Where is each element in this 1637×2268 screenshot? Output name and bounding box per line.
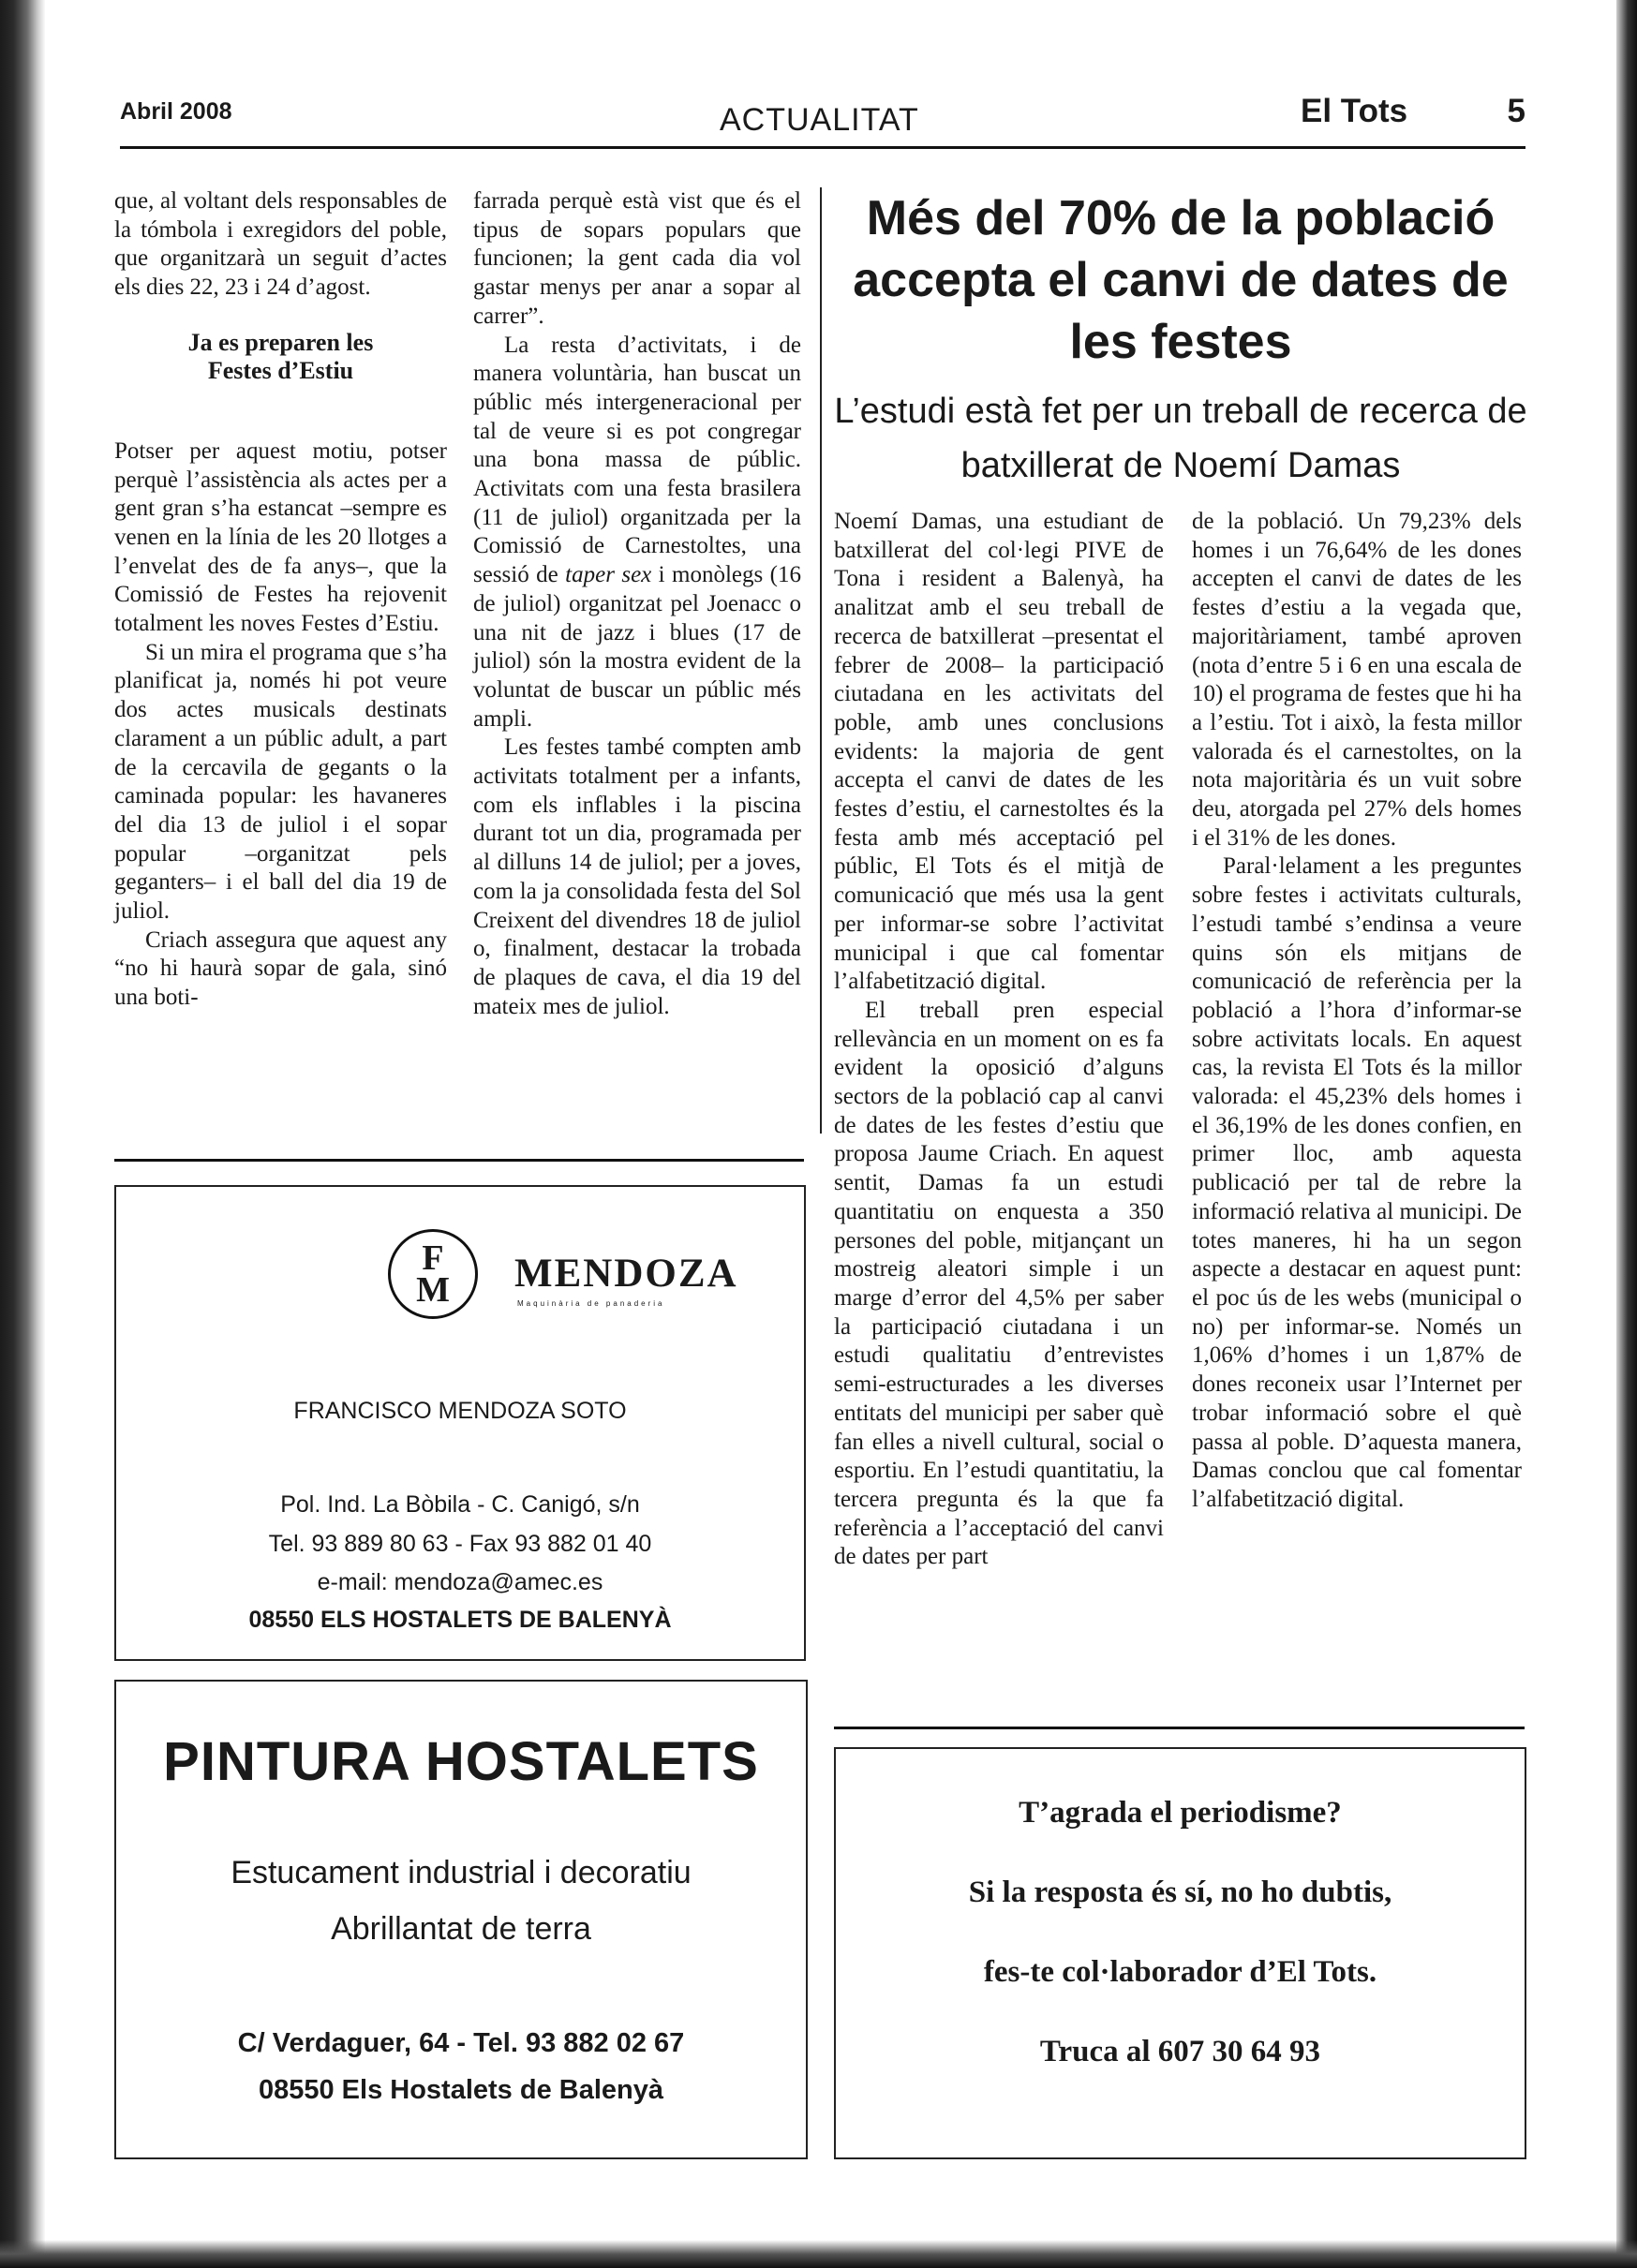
right-article-column-1 — [834, 508, 1164, 1572]
phone-numbers: Tel. 93 889 80 63 - Fax 93 882 01 40 — [268, 1531, 652, 1557]
text-run: La resta d’activitats, i de manera voluntària, han buscat un públic més intergeneracional per tal de veure si es pot congregar una bona massa de públic. Activitats com una festa brasilera (11 de juliol) organitzada per la Comissió de Carnestoltes, una sessió de — [473, 332, 801, 588]
ad-line: fes-te col·laborador d’El Tots. — [983, 1955, 1377, 1989]
paragraph: Si un mira el programa que s’ha planificat ja, només hi pot veure dos actes musicals destinats clarament a un públic adult, a part de la cercavila de gegants o la caminada popular: les havaneres del dia 13 de juliol i el sopar popular –organitzat pels geganters– i el ball del dia 19 de juliol. — [114, 639, 447, 925]
paragraph: farrada perquè està vist que és el tipus de sopars populars que funcionen; la gent cada dia vol gastar menys per anar a sopar al carrer”. — [473, 188, 801, 329]
page-header — [120, 89, 1525, 149]
issue-date: Abril 2008 — [120, 98, 232, 125]
ad-line: Si la resposta és sí, no ho dubtis, — [968, 1875, 1392, 1909]
email: e-mail: mendoza@amec.es — [317, 1569, 603, 1595]
city: 08550 ELS HOSTALETS DE BALENYÀ — [248, 1607, 672, 1633]
page-number: 5 — [1507, 93, 1525, 129]
paragraph: Les festes també compten amb activitats totalment per a infants, com els inflables i la piscina durant tot un dia, programada per al dilluns 14 de juliol; per a joves, com la ja consolidada festa del Sol Creixent del divendres 18 de juliol o, finalment, destacar la trobada de plaques de cava, el dia 19 del mateix mes de juliol. — [473, 734, 801, 1019]
article-subheadline: L’estudi està fet per un treball de recerca de batxillerat de Noemí Damas — [834, 392, 1527, 485]
section-rule — [114, 1159, 804, 1162]
logo-letter: F — [422, 1238, 444, 1278]
header-rule — [120, 146, 1525, 149]
address: Pol. Ind. La Bòbila - C. Canigó, s/n — [280, 1491, 640, 1518]
italic-term: taper sex — [565, 562, 652, 588]
subheading — [114, 329, 447, 385]
advertisement-pintura — [114, 1680, 808, 2159]
subheading-line: Festes d’Estiu — [207, 356, 354, 384]
scan-edge-bottom — [0, 2240, 1637, 2268]
owner-name: FRANCISCO MENDOZA SOTO — [293, 1398, 627, 1424]
brand-name: MENDOZA — [514, 1252, 738, 1296]
text-run: i monòlegs (16 de juliol) organitzat pel Joenacc o una nit de jazz i blues (17 de juliol) són la mostra evident de la voluntat de buscar un públic més ampli. — [473, 562, 801, 732]
paragraph: Paral·lelament a les preguntes sobre festes i activitats culturals, l’estudi també s’endinsa a veure quins són els mitjans de comunicació de referència per la població a l’hora d’informar-se sobre activitats locals. En aquest cas, la revista El Tots és la millor valorada: el 45,23% dels homes i el 36,19% de les dones confien, en primer lloc, amb aquesta publicació per tal de rebre la informació relativa al municipi. De totes maneres, hi ha un segon aspecte a destacar en aquest punt: el poc ús de les webs (municipal o no) per informar-se. Només un 1,06% d’homes i un 1,87% de dones reconeix usar l’Internet per trobar informació sobre el què passa al poble. D’aquesta manera, Damas conclou que cal fomentar l’alfabetització digital. — [1192, 853, 1522, 1512]
advertisement-mendoza — [114, 1185, 806, 1661]
section-title: ACTUALITAT — [720, 102, 919, 138]
left-article-column-1 — [114, 187, 447, 1013]
article-headline: Més del 70% de la població accepta el canvi de dates de les festes — [853, 191, 1509, 369]
logo-letter: M — [416, 1270, 450, 1310]
paragraph: Criach assegura que aquest any “no hi haurà sopar de gala, sinó una boti- — [114, 926, 447, 1011]
left-article-column-2 — [473, 187, 801, 1021]
paragraph: Noemí Damas, una estudiant de batxillerat del col·legi PIVE de Tona i resident a Balenyà, ha analitzat amb el seu treball de recerca de batxillerat –presentat el febrer de 2008– la participació ciutadana en les activitats del poble, amb unes conclusions evidents: la majoria de gent accepta el canvi de dates de les festes d’estiu, el carnestoltes és la festa amb més acceptació pel públic, El Tots és el mitjà de comunicació que més usa la gent per informar-se sobre l’activitat municipal i que cal fomentar l’alfabetització digital. — [834, 509, 1164, 995]
right-article-column-2 — [1192, 508, 1522, 1515]
paragraph — [473, 332, 801, 734]
paragraph: El treball pren especial rellevància en un moment on es fa evident la oposició d’alguns sectors de la població cap al canvi de dates de les festes d’estiu que proposa Jaume Criach. En aquest sentit, Damas fa un estudi quantitatiu on enquesta a 350 persones del poble, mitjançant un mostreig aleatori simple i un marge d’error del 4,5% per saber la participació ciutadana i un estudi qualitatiu d’entrevistes semi-estructurades a les diverses entitats del municipi per saber què fan elles a nivell cultural, social o esportiu. En l’estudi quantitatiu, la tercera pregunta és la que fa referència a l’acceptació del canvi de dates per part — [834, 997, 1164, 1570]
paragraph: Potser per aquest motiu, potser perquè l’assistència als actes per a gent gran s’ha estancat –sempre es venen en la línia de les 20 llotges a l’envelat des de fa anys–, que la Comissió de Festes ha rejovenit totalment les noves Festes d’Estiu. — [114, 437, 447, 637]
ad-title: PINTURA HOSTALETS — [163, 1731, 759, 1792]
scan-edge-left — [0, 0, 45, 2268]
address: C/ Verdaguer, 64 - Tel. 93 882 02 67 — [237, 2028, 685, 2058]
section-rule — [834, 1727, 1525, 1729]
magazine-name: El Tots — [1301, 93, 1408, 129]
mendoza-logo-icon — [388, 1229, 478, 1319]
advertisement-collaborate — [834, 1747, 1526, 2159]
paragraph: que, al voltant dels responsables de la tómbola i exregidors del poble, que organitzarà un seguit d’actes els dies 22, 23 i 24 d’agost. — [114, 188, 447, 301]
ad-phone: Truca al 607 30 64 93 — [1039, 2035, 1321, 2068]
column-divider — [820, 187, 822, 1134]
service-line: Abrillantat de terra — [331, 1911, 591, 1947]
city: 08550 Els Hostalets de Balenyà — [258, 2075, 663, 2105]
ad-line: T’agrada el periodisme? — [1019, 1796, 1342, 1830]
brand-tagline: Maquinària de panaderia — [517, 1299, 665, 1308]
scan-edge-right — [1616, 0, 1637, 2268]
subheading-line: Ja es preparen les — [187, 328, 374, 356]
paragraph: de la població. Un 79,23% dels homes i un 76,64% de les dones accepten el canvi de dates de les festes d’estiu a la vegada que, majoritàriament, també aproven (nota d’entre 5 i 6 en una escala de 10) el programa de festes que hi ha a l’estiu. Tot i això, la festa millor valorada és el carnestoltes, on la nota majoritària és un vuit sobre deu, atorgada pel 27% dels homes i el 31% de les dones. — [1192, 509, 1522, 851]
service-line: Estucament industrial i decoratiu — [231, 1855, 692, 1890]
